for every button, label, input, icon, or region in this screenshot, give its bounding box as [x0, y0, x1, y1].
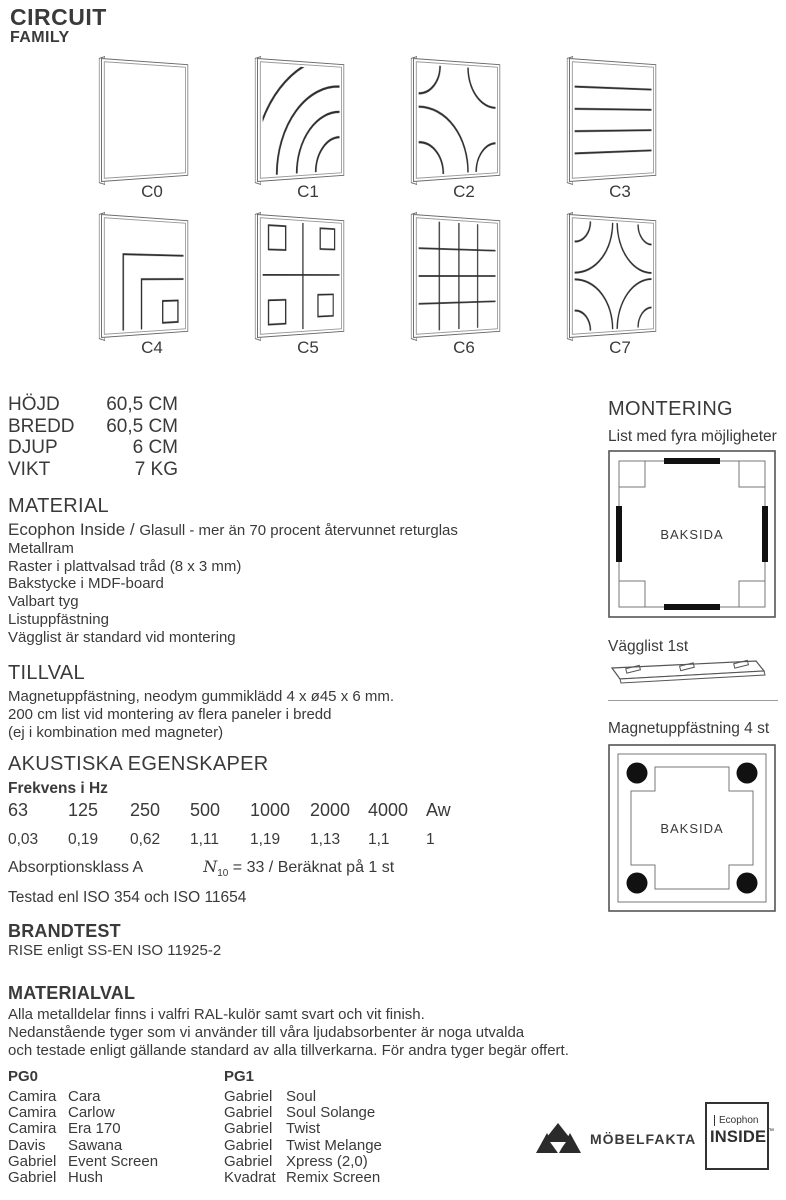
acoustics-heading: AKUSTISKA EGENSKAPER: [8, 753, 269, 775]
section-divider: [608, 700, 778, 701]
frequency-label: Frekvens i Hz: [8, 780, 108, 797]
pg0-heading: PG0: [8, 1068, 39, 1085]
panel-c5: [244, 212, 384, 360]
panel-c4: [88, 212, 228, 360]
magnet-dot: [627, 763, 648, 784]
spec-value: 7 KG: [134, 458, 178, 480]
fabric-name: Event Screen: [68, 1152, 159, 1170]
fabric-name: Hush: [68, 1169, 104, 1187]
panel-art-diamond-arcs: [575, 220, 652, 331]
fabric-brand: Gabriel: [8, 1152, 57, 1170]
panel-front-face: [257, 214, 344, 338]
spec-value: 60,5 CM: [106, 415, 178, 437]
spec-label: BREDD: [8, 415, 75, 437]
panel-front-face: [101, 214, 188, 338]
material-line: Listuppfästning: [8, 610, 109, 628]
panel-label: C6: [453, 338, 475, 357]
panel-c1: [244, 56, 384, 204]
panel-label: C0: [141, 182, 163, 201]
fabric-row: [8, 1089, 158, 1105]
panel-art-corner-arcs: [419, 64, 496, 175]
panel-label: C7: [609, 338, 631, 357]
spec-row: [8, 459, 178, 481]
absorption-value: 1,19: [250, 831, 281, 848]
magnet-dot: [737, 763, 758, 784]
absorption-value: 1,11: [190, 831, 220, 848]
magnet-dot: [627, 873, 648, 894]
fabric-group-pg0: [8, 1068, 158, 1186]
panel-art-horizontal-lines: [575, 64, 652, 175]
materialval-text: [8, 1006, 569, 1059]
fabric-name: Carlow: [68, 1104, 115, 1122]
material-line: Vägglist är standard vid montering: [8, 628, 236, 646]
freq-col: 500: [190, 800, 221, 820]
panel-front-face: [413, 214, 500, 338]
tested-standards: Testad enl ISO 354 och ISO 11654: [8, 889, 247, 906]
panel-art-plain: [107, 64, 184, 175]
materialval-line: och testade enligt gällande standard av alla tillverkarna. För andra tyger begär offert.: [8, 1041, 569, 1059]
fabric-name: Twist Melange: [286, 1136, 382, 1154]
spec-value: 60,5 CM: [106, 394, 178, 415]
freq-col: 250: [130, 800, 161, 820]
pg1-heading: PG1: [224, 1068, 255, 1085]
materialval-line: Nedanstående tyger som vi använder till våra ljudabsorbenter är noga utvalda: [8, 1023, 525, 1041]
rail-bar-top: [664, 458, 720, 464]
fabric-row: [224, 1154, 382, 1170]
panel-art-nested-corners: [107, 220, 184, 331]
absorption-value: 1: [426, 831, 435, 848]
frequency-header-row: [8, 800, 466, 821]
panel-front-face: [569, 214, 656, 338]
panel-front-face: [413, 58, 500, 182]
fabric-row: [8, 1138, 158, 1154]
materialval-heading: MATERIALVAL: [8, 983, 136, 1003]
spec-label: HÖJD: [8, 394, 60, 415]
fabric-name: Era 170: [68, 1120, 121, 1138]
page-subtitle: FAMILY: [10, 29, 70, 46]
tillval-line: Magnetuppfästning, neodym gummiklädd 4 x ø45 x 6 mm.: [8, 688, 395, 705]
absorption-class-row: [8, 857, 394, 879]
panel-label: C2: [453, 182, 475, 201]
fabric-name: Cara: [68, 1088, 101, 1105]
tillval-list: [8, 688, 394, 741]
brandtest-line: RISE enligt SS-EN ISO 11925-2: [8, 942, 222, 959]
fabric-brand: Gabriel: [224, 1104, 273, 1122]
material-list: [8, 521, 458, 647]
panel-front-face: [101, 58, 188, 182]
fabric-brand: Gabriel: [224, 1120, 273, 1138]
ecophon-brand-text: Ecophon: [714, 1115, 758, 1126]
wall-rail-diagram: [608, 658, 772, 688]
panel-label: C1: [297, 182, 319, 201]
absorption-value: 1,1: [368, 831, 390, 848]
fabric-row: [224, 1170, 382, 1186]
rail-bar-bottom: [664, 604, 720, 610]
rail-bar-left: [616, 506, 622, 562]
rail-mounting-diagram: [608, 450, 776, 618]
trademark-symbol: ™: [767, 1128, 774, 1135]
freq-col: 1000: [250, 800, 291, 820]
magnet-dot: [737, 873, 758, 894]
magnet-mounting-diagram: [608, 744, 776, 912]
specs-table: [8, 394, 178, 480]
material-line: Bakstycke i MDF-board: [8, 575, 164, 593]
panel-label: C3: [609, 182, 631, 201]
fabric-brand: Kvadrat: [224, 1169, 276, 1187]
materialval-line: Alla metalldelar finns i valfri RAL-kulör samt svart och vit finish.: [8, 1006, 425, 1023]
vagglist-caption: Vägglist 1st: [608, 638, 689, 655]
absorption-value: 0,62: [130, 831, 161, 848]
panel-c0: [88, 56, 228, 204]
mobelfakta-icon: [536, 1122, 582, 1155]
list-caption: List med fyra möjligheter: [608, 428, 777, 445]
freq-col: 125: [68, 800, 99, 820]
n10-value: = 33 / Beräknat på 1 st: [228, 859, 395, 876]
page-title: CIRCUIT: [10, 4, 107, 30]
panel-front-face: [569, 58, 656, 182]
brandtest-heading: BRANDTEST: [8, 921, 121, 941]
fabric-brand: Gabriel: [224, 1152, 273, 1170]
panel-c7: [556, 212, 696, 360]
fabric-brand: Gabriel: [224, 1136, 273, 1154]
n10-symbol: $N_{10}$: [203, 857, 229, 880]
freq-col: 2000: [310, 800, 351, 820]
fabric-name: Soul: [286, 1088, 317, 1105]
fabric-row: [224, 1138, 382, 1154]
spec-row: [8, 394, 178, 416]
fabric-row: [224, 1121, 382, 1137]
absorption-value: 1,13: [310, 831, 341, 848]
tillval-line: 200 cm list vid montering av flera paneler i bredd: [8, 705, 332, 723]
absorption-value: 0,03: [8, 831, 39, 848]
panel-c2: [400, 56, 540, 204]
rail-bar-right: [762, 506, 768, 562]
material-line: Ecophon Inside / Glasull - mer än 70 procent återvunnet returglas: [8, 520, 458, 539]
mobelfakta-logo: [536, 1122, 696, 1155]
absorption-values-row: [8, 831, 466, 849]
spec-value: 6 CM: [132, 437, 178, 458]
panel-art-quarter-arcs: [263, 64, 340, 175]
spec-label: VIKT: [8, 458, 51, 480]
mobelfakta-wordmark: MÖBELFAKTA: [590, 1130, 697, 1147]
fabric-brand: Gabriel: [8, 1169, 57, 1187]
freq-col: Aw: [426, 800, 451, 820]
fabric-name: Sawana: [68, 1136, 123, 1154]
montering-heading: MONTERING: [608, 398, 733, 420]
panel-label: C5: [297, 338, 319, 357]
baksida-label: BAKSIDA: [660, 527, 724, 542]
panel-c3: [556, 56, 696, 204]
panel-label: C4: [141, 338, 163, 357]
panel-c6: [400, 212, 540, 360]
material-line: Raster i plattvalsad tråd (8 x 3 mm): [8, 557, 242, 575]
baksida-label: BAKSIDA: [660, 821, 724, 836]
panel-art-cross-squares: [263, 220, 340, 331]
material-line: Valbart tyg: [8, 593, 79, 611]
fabric-row: [8, 1170, 158, 1186]
fabric-brand: Gabriel: [224, 1088, 273, 1105]
fabric-name: Soul Solange: [286, 1104, 376, 1122]
material-heading: MATERIAL: [8, 495, 109, 517]
fabric-row: [224, 1105, 382, 1121]
ecophon-inside-logo: [705, 1102, 774, 1170]
tillval-line: (ej i kombination med magneter): [8, 723, 224, 741]
fabric-row: [8, 1121, 158, 1137]
inside-wordmark: INSIDE: [710, 1128, 767, 1146]
tillval-heading: TILLVAL: [8, 662, 85, 684]
spec-row: [8, 416, 178, 438]
spec-row: [8, 437, 178, 459]
fabric-row: [224, 1089, 382, 1105]
fabric-brand: Camira: [8, 1088, 57, 1105]
fabric-row: [8, 1154, 158, 1170]
magnet-caption: Magnetuppfästning 4 st: [608, 720, 770, 737]
fabric-row: [8, 1105, 158, 1121]
freq-col: 4000: [368, 800, 409, 820]
fabric-name: Twist: [286, 1120, 321, 1138]
fabric-brand: Davis: [8, 1136, 46, 1154]
fabric-brand: Camira: [8, 1104, 57, 1122]
absorption-class: Absorptionsklass A: [8, 859, 143, 876]
fabric-group-pg1: [224, 1068, 382, 1186]
fabric-name: Xpress (2,0): [286, 1152, 368, 1170]
absorption-value: 0,19: [68, 831, 99, 848]
fabric-name: Remix Screen: [286, 1169, 381, 1187]
spec-label: DJUP: [8, 437, 58, 458]
material-line: Metallram: [8, 539, 74, 557]
panel-front-face: [257, 58, 344, 182]
fabric-brand: Camira: [8, 1120, 57, 1138]
freq-col: 63: [8, 800, 29, 820]
